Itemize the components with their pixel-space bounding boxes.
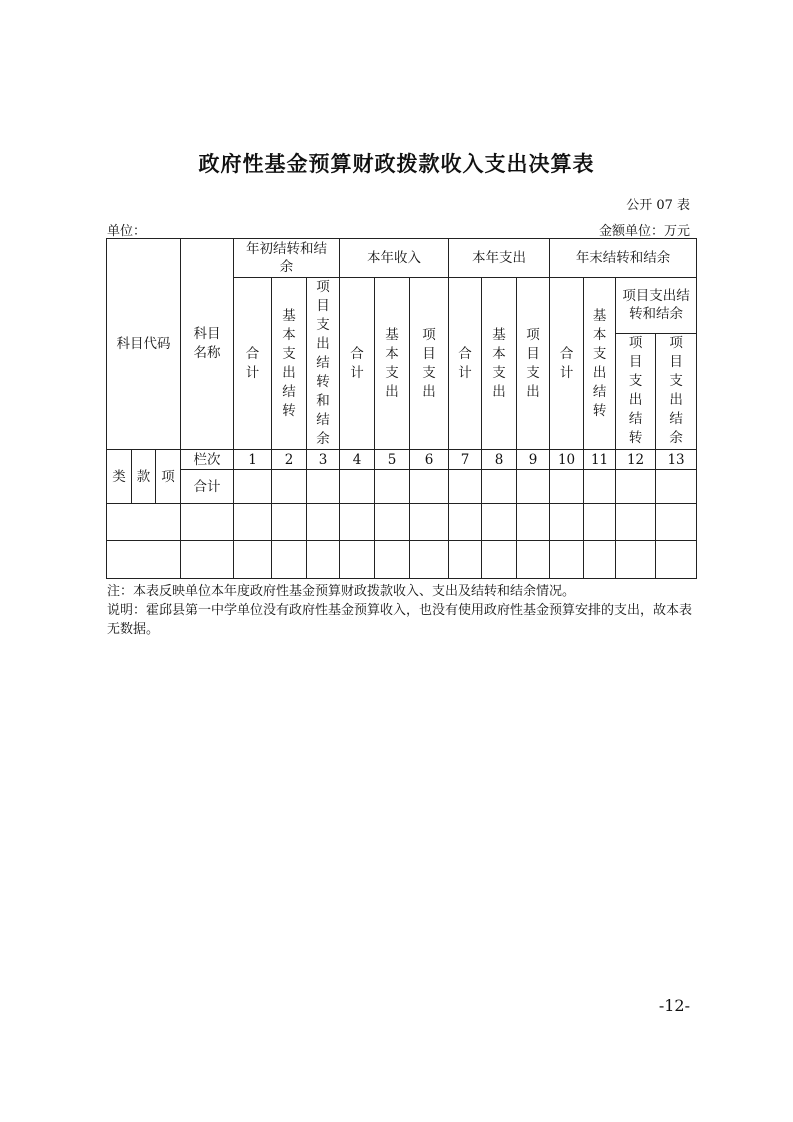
table-cell — [482, 504, 517, 541]
page-number: -12- — [658, 996, 690, 1015]
column-number: 11 — [584, 450, 616, 470]
table-cell — [584, 541, 616, 579]
table-cell — [340, 470, 375, 504]
table-cell — [272, 504, 307, 541]
table-row — [107, 504, 697, 541]
table-cell — [550, 504, 584, 541]
table-cell — [340, 541, 375, 579]
table-row — [107, 541, 697, 579]
table-cell — [181, 541, 234, 579]
column-number: 4 — [340, 450, 375, 470]
note-text: 注：本表反映单位本年度政府性基金预算财政拨款收入、支出及结转和结余情况。 — [107, 584, 576, 599]
table-cell — [107, 504, 181, 541]
column-number-label: 栏次 — [181, 450, 234, 470]
column-number: 9 — [517, 450, 550, 470]
header-income-total: 合计 — [340, 278, 375, 450]
column-number: 8 — [482, 450, 517, 470]
header-begin-balance: 年初结转和结余 — [234, 239, 340, 278]
table-cell — [616, 470, 656, 504]
header-income: 本年收入 — [340, 239, 449, 278]
table-cell — [410, 504, 449, 541]
table-cell — [234, 470, 272, 504]
header-end-project-carry: 项目支出结转 — [616, 333, 656, 449]
table-cell — [616, 504, 656, 541]
table-cell — [234, 504, 272, 541]
table-cell — [375, 541, 410, 579]
column-number: 7 — [449, 450, 482, 470]
header-xiang: 项 — [156, 450, 181, 504]
table-cell — [410, 541, 449, 579]
table-cell — [410, 470, 449, 504]
table-cell — [517, 470, 550, 504]
column-number: 3 — [307, 450, 340, 470]
header-expense-total: 合计 — [449, 278, 482, 450]
header-begin-basic: 基本支出结转 — [272, 278, 307, 450]
table-cell — [307, 504, 340, 541]
table-cell — [656, 541, 697, 579]
table-cell — [375, 504, 410, 541]
table-cell — [107, 541, 181, 579]
header-category: 类 — [107, 450, 132, 504]
explanation-text: 说明：霍邱县第一中学单位没有政府性基金预算收入，也没有使用政府性基金预算安排的支出，故本表无数据。 — [107, 603, 693, 637]
amount-unit-label: 金额单位：万元 — [598, 224, 690, 239]
page-title: 政府性基金预算财政拨款收入支出决算表 — [198, 152, 595, 176]
header-end-project-surplus: 项目支出结余 — [656, 333, 697, 449]
table-number: 公开 07 表 — [626, 198, 690, 213]
column-number: 6 — [410, 450, 449, 470]
header-expense-basic: 基本支出 — [482, 278, 517, 450]
column-number: 1 — [234, 450, 272, 470]
table-cell — [307, 541, 340, 579]
table-cell — [307, 470, 340, 504]
table-cell — [181, 504, 234, 541]
header-income-project: 项目支出 — [410, 278, 449, 450]
table-cell — [272, 541, 307, 579]
table-cell — [482, 470, 517, 504]
header-expense: 本年支出 — [449, 239, 550, 278]
table-cell — [584, 504, 616, 541]
table-cell — [449, 504, 482, 541]
table-cell — [550, 470, 584, 504]
table-cell — [375, 470, 410, 504]
header-kuan: 款 — [132, 450, 156, 504]
header-expense-project: 项目支出 — [517, 278, 550, 450]
header-end-balance: 年末结转和结余 — [550, 239, 697, 278]
table-cell — [449, 541, 482, 579]
notes — [107, 582, 697, 639]
header-subject-code: 科目代码 — [107, 239, 181, 450]
total-row-label: 合计 — [181, 470, 234, 504]
header-end-total: 合计 — [550, 278, 584, 450]
header-end-project: 项目支出结转和结余 — [616, 278, 697, 334]
header-begin-total: 合计 — [234, 278, 272, 450]
header-income-basic: 基本支出 — [375, 278, 410, 450]
table-cell — [517, 504, 550, 541]
budget-table — [106, 238, 697, 579]
column-number: 5 — [375, 450, 410, 470]
table-cell — [656, 504, 697, 541]
table-cell — [584, 470, 616, 504]
table-cell — [656, 470, 697, 504]
unit-label: 单位： — [107, 224, 147, 239]
header-subject-name: 科目名称 — [181, 239, 234, 450]
column-number: 2 — [272, 450, 307, 470]
table-cell — [449, 470, 482, 504]
table-cell — [272, 470, 307, 504]
header-end-basic: 基本支出结转 — [584, 278, 616, 450]
table-cell — [482, 541, 517, 579]
table-cell — [517, 541, 550, 579]
column-number: 13 — [656, 450, 697, 470]
table-cell — [340, 504, 375, 541]
table-cell — [234, 541, 272, 579]
table-cell — [550, 541, 584, 579]
column-number: 12 — [616, 450, 656, 470]
table-cell — [616, 541, 656, 579]
header-begin-project: 项目支出结转和结余 — [307, 278, 340, 450]
column-number: 10 — [550, 450, 584, 470]
